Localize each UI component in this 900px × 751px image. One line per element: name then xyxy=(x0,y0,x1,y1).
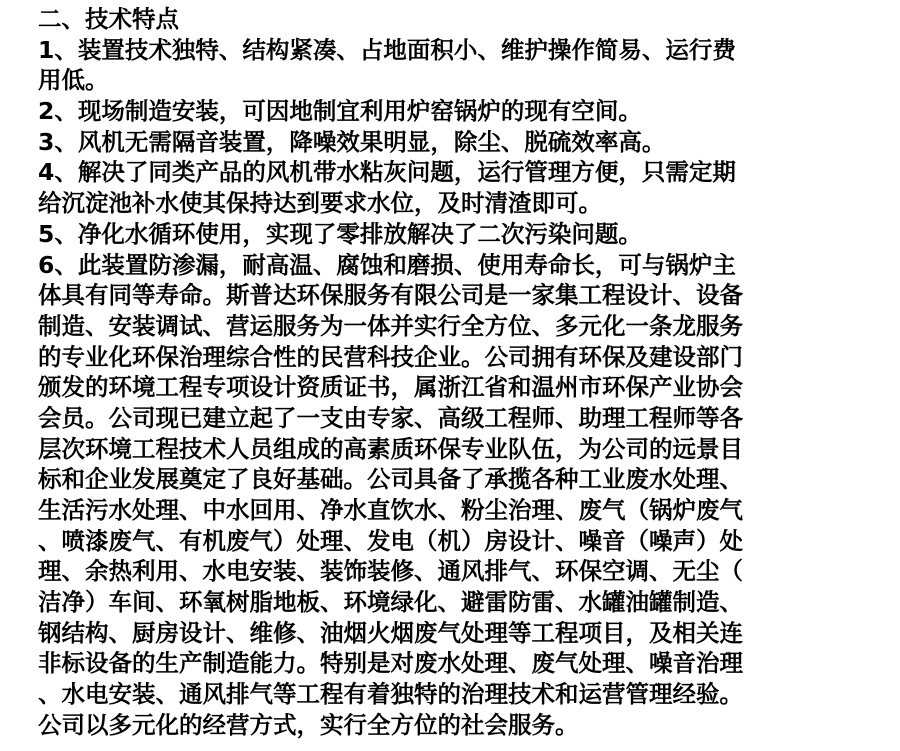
text-line: 2、现场制造安装，可因地制宜利用炉窑锅炉的现有空间。 xyxy=(38,97,642,126)
text-line: 3、风机无需隔音装置，降噪效果明显，除尘、脱硫效率高。 xyxy=(38,127,666,156)
text-line: 1、装置技术独特、结构紧凑、占地面积小、维护操作简易、运行费 xyxy=(38,35,736,64)
text-line: 、水电安装、通风排气等工程有着独特的治理技术和运营管理经验。 xyxy=(38,680,743,709)
text-line: 公司以多元化的经营方式，实行全方位的社会服务。 xyxy=(38,710,579,739)
text-line: 标和企业发展奠定了良好基础。公司具备了承揽各种工业废水处理、 xyxy=(38,465,743,494)
text-line: 会员。公司现已建立起了一支由专家、高级工程师、助理工程师等各 xyxy=(38,403,743,432)
text-line: 生活污水处理、中水回用、净水直饮水、粉尘治理、废气（锅炉废气 xyxy=(38,496,743,524)
document-body xyxy=(38,4,868,741)
text-line: 6、此装置防渗漏，耐高温、腐蚀和磨损、使用寿命长，可与锅炉主 xyxy=(38,250,736,279)
section-heading: 二、技术特点 xyxy=(38,5,179,33)
text-line: 、喷漆废气、有机废气）处理、发电（机）房设计、噪音（噪声）处 xyxy=(38,526,743,555)
text-line: 颁发的环境工程专项设计资质证书，属浙江省和温州市环保产业协会 xyxy=(38,373,743,402)
text-line: 制造、安装调试、营运服务为一体并实行全方位、多元化一条龙服务 xyxy=(38,311,743,340)
text-line: 洁净）车间、环氧树脂地板、环境绿化、避雷防雷、水罐油罐制造、 xyxy=(38,588,743,617)
text-line: 5、净化水循环使用，实现了零排放解决了二次污染问题。 xyxy=(38,219,642,248)
text-line: 理、余热利用、水电安装、装饰装修、通风排气、环保空调、无尘（ xyxy=(38,557,743,586)
text-line: 4、解决了同类产品的风机带水粘灰问题，运行管理方便，只需定期 xyxy=(38,158,736,187)
text-line: 的专业化环保治理综合性的民营科技企业。公司拥有环保及建设部门 xyxy=(38,342,743,371)
text-line: 钢结构、厨房设计、维修、油烟火烟废气处理等工程项目，及相关连 xyxy=(38,618,743,647)
text-line: 给沉淀池补水使其保持达到要求水位，及时清渣即可。 xyxy=(38,189,602,218)
text-line: 用低。 xyxy=(38,66,109,95)
text-line: 层次环境工程技术人员组成的高素质环保专业队伍，为公司的远景目 xyxy=(38,434,743,463)
text-line: 体具有同等寿命。斯普达环保服务有限公司是一家集工程设计、设备 xyxy=(38,281,743,310)
text-line: 非标设备的生产制造能力。特别是对废水处理、废气处理、噪音治理 xyxy=(38,649,743,678)
